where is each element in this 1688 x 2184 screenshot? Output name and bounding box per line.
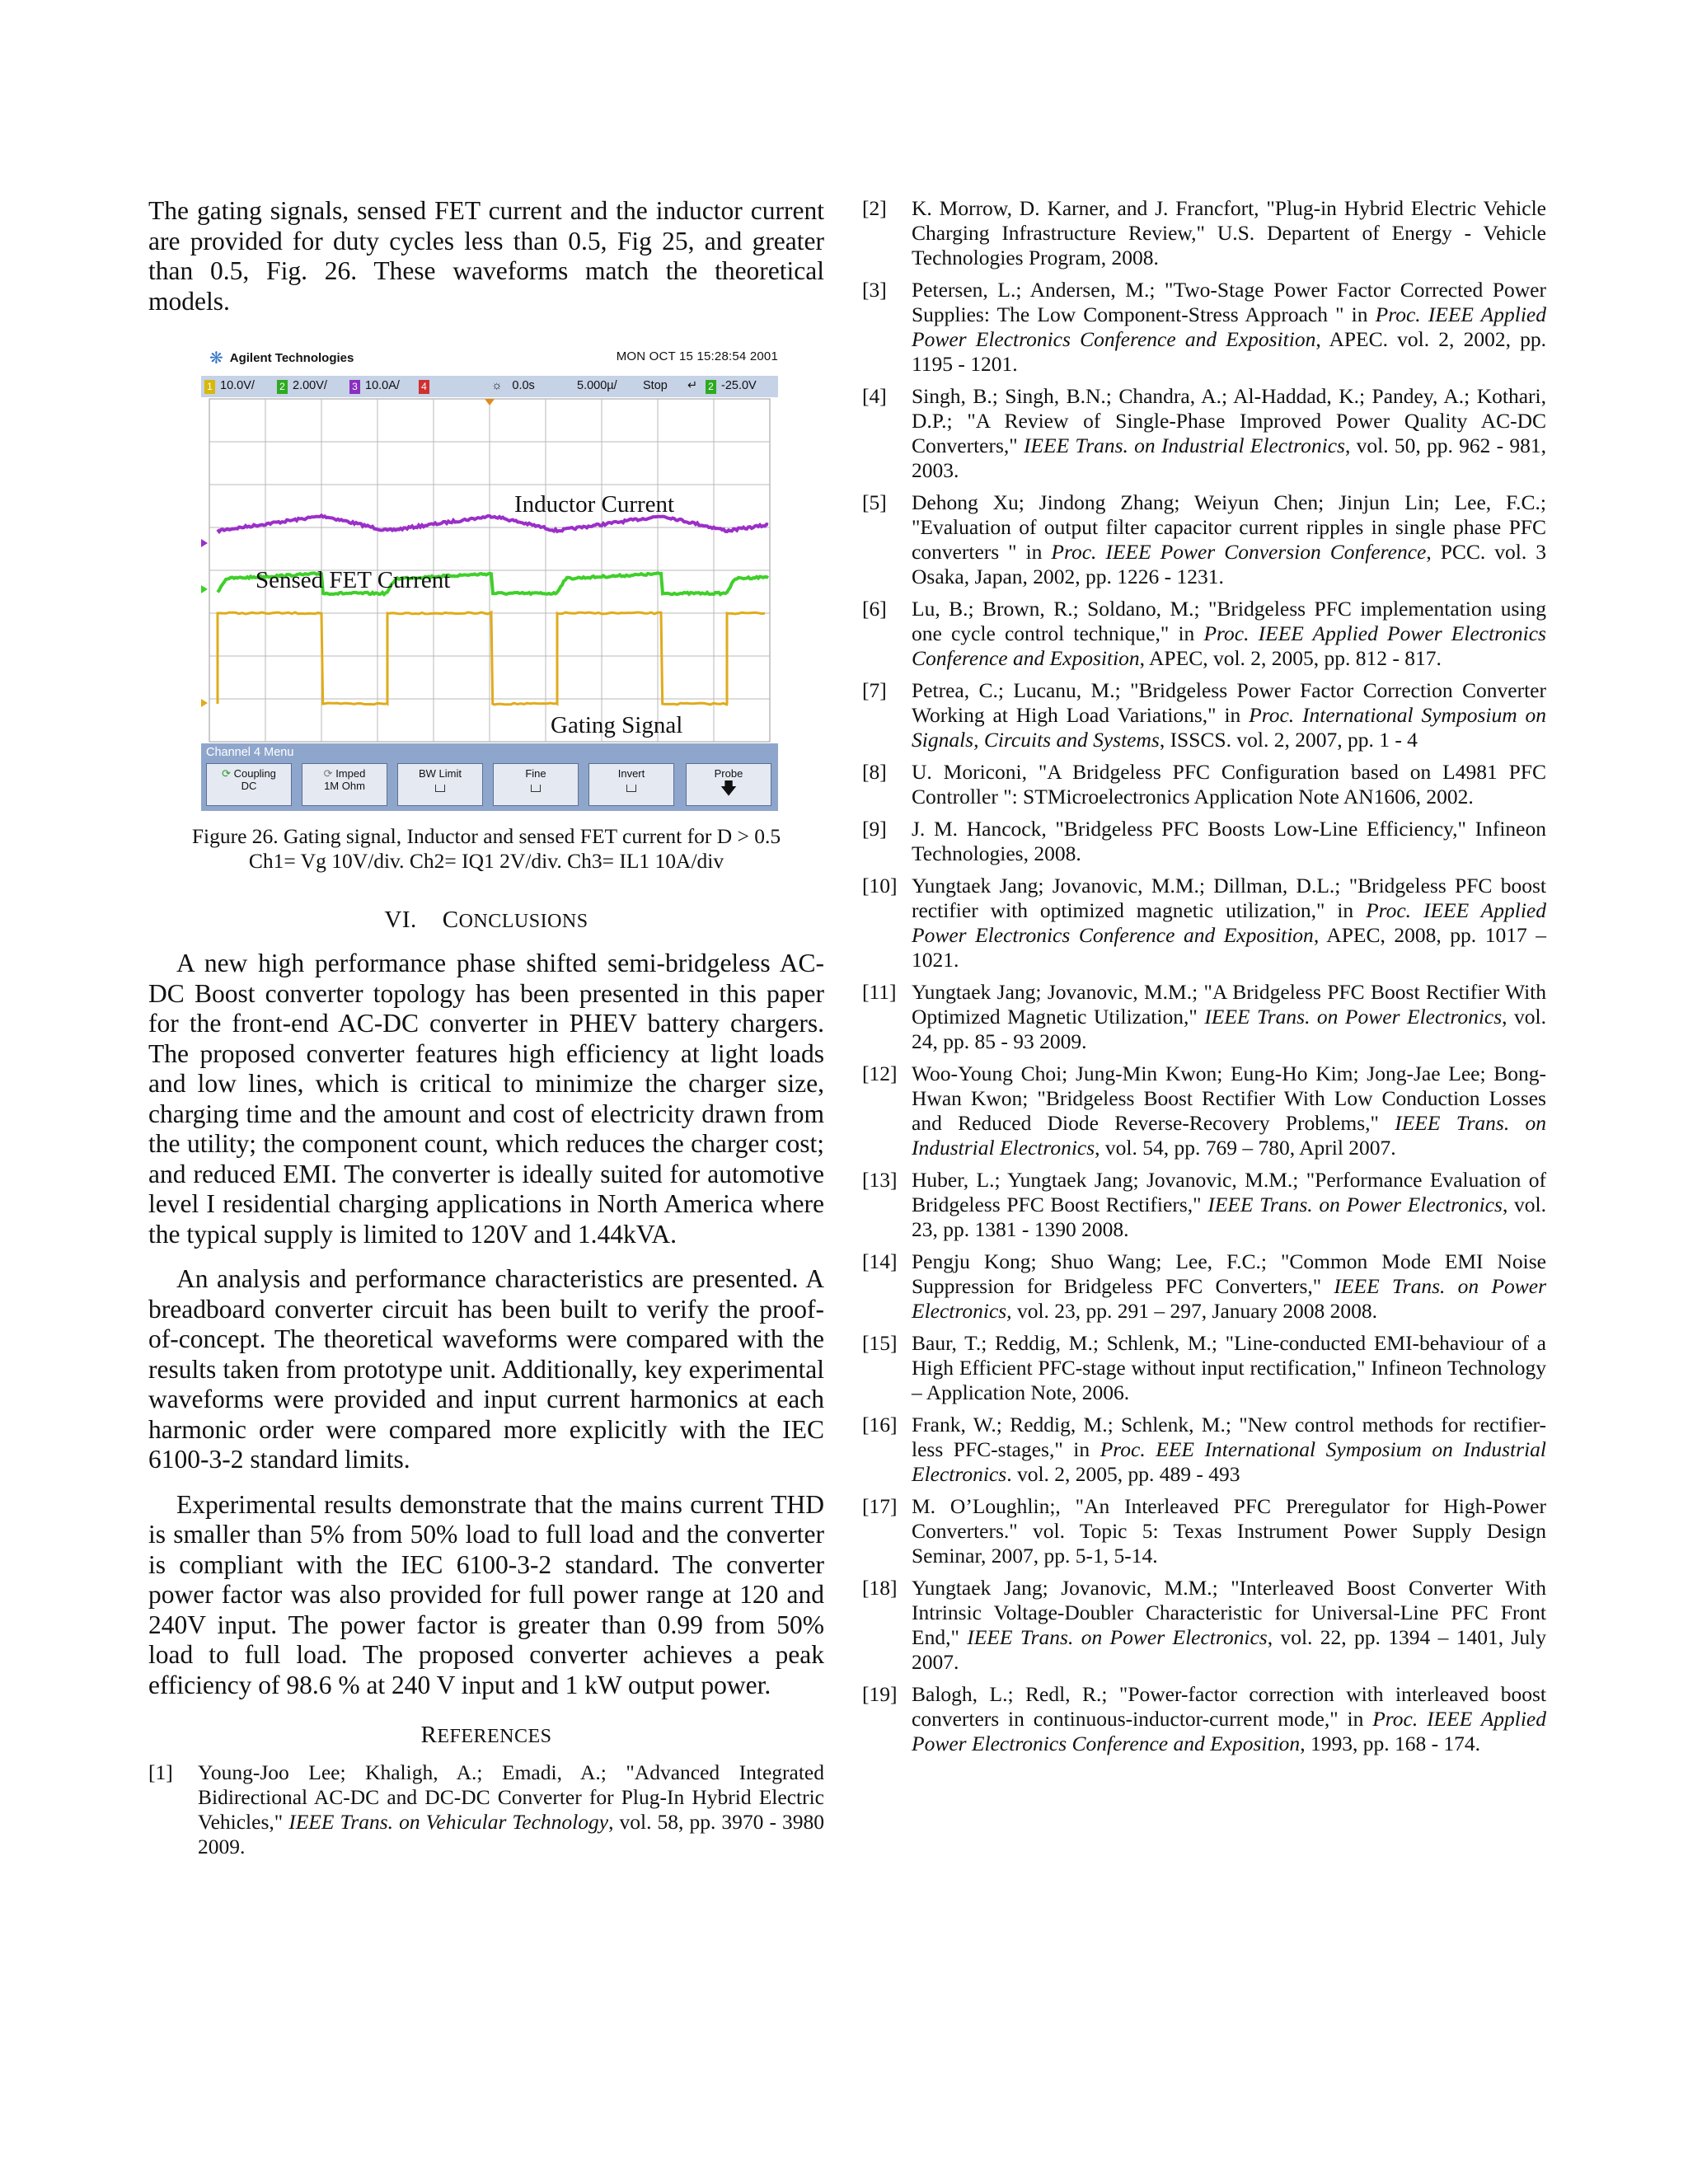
reference-item bbox=[862, 980, 1546, 1054]
scope-screen bbox=[201, 397, 778, 743]
reference-item bbox=[862, 490, 1546, 589]
gating-signal-label: Gating Signal bbox=[551, 712, 683, 738]
reference-venue: IEEE Trans. on Vehicular Technology bbox=[288, 1810, 609, 1834]
section-number: VI. bbox=[384, 907, 417, 933]
reference-venue: IEEE Trans. on Power Electronics bbox=[1204, 1005, 1503, 1029]
oscilloscope-figure bbox=[201, 341, 778, 811]
reference-venue: Proc. IEEE Applied Power Electronics Conference and Exposition bbox=[912, 302, 1546, 351]
reference-number: [16] bbox=[862, 1413, 898, 1436]
right-column bbox=[862, 196, 1546, 1764]
ch1-ground-marker-icon bbox=[201, 699, 208, 707]
status-trigger bbox=[706, 379, 757, 394]
reference-venue: IEEE Trans. on Power Electronics bbox=[967, 1625, 1268, 1649]
reference-number: [3] bbox=[862, 278, 887, 302]
caption-line-1: Figure 26. Gating signal, Inductor and sensed FET current for D > 0.5 bbox=[191, 824, 781, 848]
reference-item bbox=[862, 1494, 1546, 1568]
softkey-label: Imped bbox=[335, 767, 366, 780]
reference-number: [1] bbox=[148, 1760, 173, 1784]
reference-item bbox=[862, 597, 1546, 671]
sensed-fet-current-label: Sensed FET Current bbox=[256, 567, 451, 593]
reference-number: [12] bbox=[862, 1062, 898, 1085]
reference-venue: IEEE Trans. on Power Electronics bbox=[1207, 1193, 1503, 1216]
softkey-invert[interactable] bbox=[588, 763, 674, 806]
reference-text: J. M. Hancock, "Bridgeless PFC Boosts Low-Line Efficiency," Infineon Technologies, 2008. bbox=[912, 817, 1546, 865]
scope-status-bar bbox=[201, 376, 778, 397]
reference-text: Young-Joo Lee; Khaligh, A.; Emadi, A.; "Advanced Integrated Bidirectional AC-DC and DC-DC Converter for Plug-In Hybrid Electric Vehicles," bbox=[198, 1760, 824, 1834]
reference-number: [15] bbox=[862, 1331, 898, 1355]
reference-text: Yungtaek Jang; Jovanovic, M.M.; Dillman, D.L.; "Bridgeless PFC boost rectifier with optimized magnetic utilization," in bbox=[912, 874, 1546, 922]
ch3-scale: 10.0A/ bbox=[365, 379, 400, 392]
reference-venue: Proc. IEEE Power Conversion Conference bbox=[1051, 540, 1427, 564]
softkey-probe[interactable] bbox=[686, 763, 771, 806]
ch3-marker: 3 bbox=[349, 380, 360, 394]
reference-number: [14] bbox=[862, 1249, 898, 1273]
softkey-coupling[interactable] bbox=[206, 763, 292, 806]
ch1-marker: 1 bbox=[204, 380, 215, 394]
reference-details: , vol. 50, pp. 962 - 981, 2003. bbox=[912, 434, 1547, 482]
reference-details: , vol. 23, pp. 1381 - 1390 2008. bbox=[912, 1193, 1546, 1241]
reference-number: [2] bbox=[862, 196, 887, 220]
scope-softkey-menu bbox=[201, 743, 778, 811]
scope-timestamp: MON OCT 15 15:28:54 2001 bbox=[616, 349, 778, 363]
conclusion-paragraph-2: An analysis and performance characteristics are presented. A breadboard converter circuit has been built to verify the proof-of-concept. The theoretical waveforms were compared with the results taken from prototype unit. Additionally, key experimental waveforms were provided and input current harmonics at each harmonic order were compared more explicitly with the IEC 6100-3-2 standard limits. bbox=[148, 1264, 824, 1474]
scope-brand bbox=[209, 348, 354, 368]
reference-text: Woo-Young Choi; Jung-Min Kwon; Eung-Ho Kim; Jong-Jae Lee; Bong-Hwan Kwon; "Bridgeless Boost Rectifier With Low Conduction Losses and Reduced Diode Reverse-Recovery Problems," bbox=[912, 1062, 1546, 1135]
trigger-slope-icon: ↵ bbox=[687, 379, 698, 392]
figure-caption bbox=[148, 824, 824, 874]
reference-number: [8] bbox=[862, 760, 887, 784]
reference-number: [13] bbox=[862, 1168, 898, 1192]
reference-text: Singh, B.; Singh, B.N.; Chandra, A.; Al-Haddad, K.; Pandey, A.; Kothari, D.P.; "A Review of Single-Phase Improved Power Quality AC-DC Converters," bbox=[912, 384, 1546, 457]
softkey-value: 1M Ohm bbox=[324, 780, 365, 792]
delay-value: 0.0s bbox=[512, 379, 535, 392]
left-column bbox=[148, 196, 824, 1867]
reference-number: [10] bbox=[862, 874, 898, 898]
reference-list bbox=[862, 196, 1546, 1756]
softkey-label: Fine bbox=[525, 767, 546, 780]
ch4-marker: 4 bbox=[419, 380, 429, 394]
reference-text: U. Moriconi, "A Bridgeless PFC Configuration based on L4981 PFC Controller ": STMicroelectronics Application Note AN1606, 2002. bbox=[912, 760, 1546, 808]
reference-venue: Proc. EEE International Symposium on Industrial Electronics bbox=[912, 1437, 1546, 1486]
softkey-impedance[interactable] bbox=[302, 763, 387, 806]
reference-details: vol. 23, pp. 291 – 297, January 2008 2008. bbox=[1011, 1299, 1377, 1323]
reference-text: Yungtaek Jang; Jovanovic, M.M.; "Interleaved Boost Converter With Intrinsic Voltage-Doubler Characteristic for Universal-Line PFC Front End," bbox=[912, 1576, 1546, 1649]
reference-text: Lu, B.; Brown, R.; Soldano, M.; "Bridgeless PFC implementation using one cycle control technique," in bbox=[912, 597, 1546, 645]
softkey-label: Probe bbox=[714, 767, 743, 780]
rotate-icon: ⟳ bbox=[222, 767, 231, 780]
menu-title: Channel 4 Menu bbox=[206, 746, 294, 759]
reference-item bbox=[862, 678, 1546, 752]
reference-details: , vol. 58, pp. 3970 - 3980 2009. bbox=[198, 1810, 825, 1858]
reference-text: Balogh, L.; Redl, R.; "Power-factor correction with interleaved boost converters in continuous-inductor-current mode," in bbox=[912, 1682, 1546, 1731]
reference-number: [18] bbox=[862, 1576, 898, 1600]
status-timebase: 5.000µ/ bbox=[577, 379, 617, 392]
status-ch2 bbox=[277, 379, 327, 394]
reference-item bbox=[862, 1413, 1546, 1487]
checkbox-icon bbox=[531, 785, 541, 792]
scope-header bbox=[201, 341, 778, 376]
reference-venue: Proc. IEEE Applied Power Electronics Conference and Exposition bbox=[912, 621, 1546, 670]
reference-venue: IEEE Trans. on Industrial Electronics bbox=[1023, 434, 1345, 457]
reference-details: , PCC. vol. 3 Osaka, Japan, 2002, pp. 1226 - 1231. bbox=[912, 540, 1546, 588]
reference-item bbox=[862, 1331, 1546, 1405]
reference-details: , vol. 24, pp. 85 - 93 2009. bbox=[912, 1005, 1546, 1053]
reference-text: Frank, W.; Reddig, M.; Schlenk, M.; "New control methods for rectifier-less PFC-stages," in bbox=[912, 1413, 1546, 1461]
conclusions-heading bbox=[148, 907, 824, 934]
status-run-state: Stop bbox=[643, 379, 668, 392]
heading-initial: C bbox=[442, 907, 459, 933]
reference-item bbox=[862, 384, 1546, 483]
reference-text: K. Morrow, D. Karner, and J. Francfort, "Plug-in Hybrid Electric Vehicle Charging Infrastructure Review," U.S. Departent of Energy - Vehicle Technologies Program, 2008. bbox=[912, 196, 1546, 269]
softkey-label: Coupling bbox=[233, 767, 276, 780]
reference-item bbox=[862, 278, 1546, 377]
heading-initial: R bbox=[420, 1722, 438, 1748]
softkey-fine[interactable] bbox=[493, 763, 579, 806]
reference-item bbox=[862, 1249, 1546, 1324]
reference-item bbox=[862, 1062, 1546, 1160]
reference-text: Baur, T.; Reddig, M.; Schlenk, M.; "Line-conducted EMI-behaviour of a High Efficient PFC-stage without input rectification," Infineon Technology – Application Note, 2006. bbox=[912, 1331, 1546, 1404]
reference-text: Dehong Xu; Jindong Zhang; Weiyun Chen; Jinjun Lin; Lee, F.C.; "Evaluation of output filter capacitor current ripples in single phase PFC converters " in bbox=[912, 490, 1546, 564]
conclusion-paragraph-1: A new high performance phase shifted semi-bridgeless AC-DC Boost converter topology has been presented in this paper for the front-end AC-DC converter in PHEV battery chargers. The proposed converter features high efficiency at light loads and low lines, which is critical to minimize the charger size, charging time and the amount and cost of electricity drawn from the utility; the component count, which reduces the charger cost; and reduced EMI. The converter is ideally suited for automotive level I residential charging applications in North America where the typical supply is limited to 120V and 1.44kVA. bbox=[148, 949, 824, 1249]
references-heading bbox=[148, 1722, 824, 1749]
ch2-scale: 2.00V/ bbox=[293, 379, 327, 392]
reference-item bbox=[148, 1760, 824, 1859]
reference-details: , APEC, vol. 2, 2005, pp. 812 - 817. bbox=[1139, 646, 1442, 670]
reference-venue: IEEE Trans. on Power Electronics, bbox=[912, 1274, 1547, 1323]
softkey-label: BW Limit bbox=[419, 767, 462, 780]
status-ch1 bbox=[204, 379, 255, 394]
reference-text: Yungtaek Jang; Jovanovic, M.M.; "A Bridgeless PFC Boost Rectifier With Optimized Magnetic Utilization," bbox=[912, 980, 1546, 1029]
heading-rest: ONCLUSIONS bbox=[458, 911, 588, 932]
reference-number: [5] bbox=[862, 490, 887, 514]
reference-details: , vol. 54, pp. 769 – 780, April 2007. bbox=[1095, 1136, 1396, 1160]
reference-details: , 1993, pp. 168 - 174. bbox=[1300, 1732, 1481, 1755]
scope-brand-text: Agilent Technologies bbox=[229, 351, 354, 365]
reference-text: M. O’Loughlin;, "An Interleaved PFC Preregulator for High-Power Converters." vol. Topic 5: Texas Instrument Power Supply Design Seminar, 2007, pp. 5-1, 5-14. bbox=[912, 1494, 1546, 1568]
reference-details: , ISSCS. vol. 2, 2007, pp. 1 - 4 bbox=[1159, 728, 1418, 752]
reference-item bbox=[862, 817, 1546, 866]
reference-venue: IEEE Trans. on Industrial Electronics bbox=[912, 1111, 1547, 1160]
reference-venue: Proc. IEEE Applied Power Electronics Conference and Exposition bbox=[912, 898, 1546, 947]
arrow-down-icon: 🡇 bbox=[720, 780, 738, 798]
trigger-level: -25.0V bbox=[721, 379, 757, 392]
reference-details: , APEC, 2008, pp. 1017 – 1021. bbox=[912, 923, 1546, 972]
conclusion-paragraph-3: Experimental results demonstrate that the mains current THD is smaller than 5% from 50% load to full load and the converter is compliant with the IEC 6100-3-2 standard. The converter power factor was also provided for full power range at 120 and 240V input. The power factor is greater than 0.99 from 50% load to full load. The proposed converter achieves a peak efficiency of 98.6 % at 240 V input and 1 kW output power. bbox=[148, 1489, 824, 1699]
reference-text: Petersen, L.; Andersen, M.; "Two-Stage Power Factor Corrected Power Supplies: The Low Component-Stress Approach " in bbox=[912, 278, 1546, 326]
reference-venue: Proc. International Symposium on Signals, Circuits and Systems bbox=[912, 703, 1547, 752]
reference-number: [6] bbox=[862, 597, 887, 621]
reference-number: [19] bbox=[862, 1682, 898, 1706]
reference-text: Petrea, C.; Lucanu, M.; "Bridgeless Power Factor Correction Converter Working at High Load Variations," in bbox=[912, 678, 1546, 727]
reference-details: . vol. 2, 2005, pp. 489 - 493 bbox=[1006, 1462, 1240, 1486]
inductor-current-label: Inductor Current bbox=[514, 491, 675, 518]
checkbox-icon bbox=[626, 785, 636, 792]
reference-details: , vol. 22, pp. 1394 – 1401, July 2007. bbox=[912, 1625, 1547, 1674]
reference-number: [7] bbox=[862, 678, 887, 702]
rotate-icon: ⟳ bbox=[323, 767, 333, 780]
intro-paragraph: The gating signals, sensed FET current and the inductor current are provided for duty cycles less than 0.5, Fig 25, and greater than 0.5, Fig. 26. These waveforms match the theoretical models. bbox=[148, 196, 824, 316]
heading-rest: EFERENCES bbox=[437, 1726, 552, 1747]
reference-number: [11] bbox=[862, 980, 897, 1004]
status-delay bbox=[491, 379, 535, 392]
reference-number: [9] bbox=[862, 817, 887, 841]
ch2-marker: 2 bbox=[277, 380, 288, 394]
trigger-source-marker: 2 bbox=[706, 380, 716, 394]
reference-item bbox=[862, 196, 1546, 270]
caption-line-2: Ch1= Vg 10V/div. Ch2= IQ1 2V/div. Ch3= IL1 10A/div bbox=[248, 849, 724, 873]
delay-icon: ☼ bbox=[491, 379, 503, 392]
ch2-ground-marker-icon bbox=[201, 585, 208, 593]
agilent-logo-icon: ❋ bbox=[209, 349, 223, 368]
reference-item bbox=[862, 760, 1546, 809]
reference-item bbox=[862, 1576, 1546, 1675]
softkey-label: Invert bbox=[617, 767, 645, 780]
reference-number: [17] bbox=[862, 1494, 898, 1518]
reference-text: Huber, L.; Yungtaek Jang; Jovanovic, M.M.; "Performance Evaluation of Bridgeless PFC Boost Rectifiers," bbox=[912, 1168, 1546, 1216]
reference-text: Pengju Kong; Shuo Wang; Lee, F.C.; "Common Mode EMI Noise Suppression for Bridgeless PFC Converters," bbox=[912, 1249, 1546, 1298]
status-ch4 bbox=[419, 379, 434, 394]
ch3-ground-marker-icon bbox=[201, 539, 208, 547]
ch1-scale: 10.0V/ bbox=[220, 379, 255, 392]
reference-item bbox=[862, 1682, 1546, 1756]
reference-number: [4] bbox=[862, 384, 887, 408]
softkey-value: DC bbox=[241, 780, 257, 792]
status-ch3 bbox=[349, 379, 400, 394]
checkbox-icon bbox=[435, 785, 445, 792]
reference-item bbox=[862, 874, 1546, 972]
softkey-bw-limit[interactable] bbox=[397, 763, 483, 806]
reference-details: , APEC. vol. 2, 2002, pp. 1195 - 1201. bbox=[912, 327, 1546, 376]
reference-item bbox=[862, 1168, 1546, 1242]
reference-venue: Proc. IEEE Applied Power Electronics Conference and Exposition bbox=[912, 1707, 1547, 1755]
